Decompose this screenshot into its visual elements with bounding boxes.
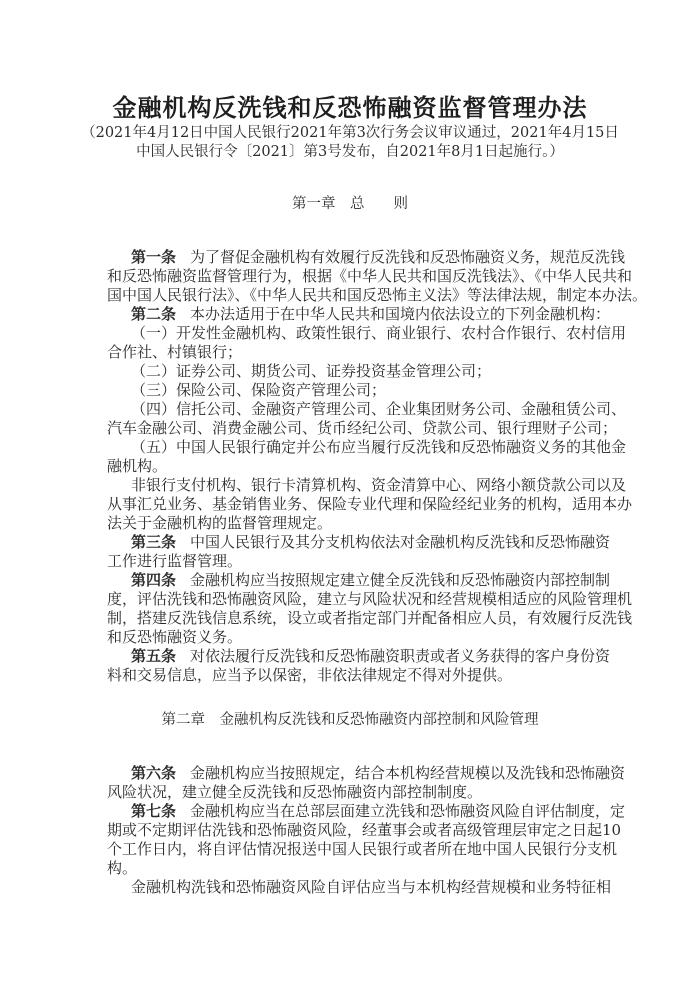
chapter-heading: 第二章 金融机构反洗钱和反恐怖融资内部控制和风险管理 bbox=[161, 712, 539, 728]
article-number: 第一条 bbox=[131, 248, 177, 266]
chapter1-body bbox=[107, 248, 648, 685]
text-line bbox=[107, 362, 594, 381]
line-text: （一）开发性金融机构、政策性银行、商业银行、农村合作银行、农村信用 bbox=[131, 324, 627, 342]
text-line bbox=[107, 267, 633, 286]
text-line bbox=[107, 324, 627, 343]
article-number: 第七条 bbox=[131, 802, 177, 820]
line-text: 合作社、村镇银行； bbox=[107, 343, 243, 361]
text-line bbox=[107, 286, 648, 305]
text-line bbox=[107, 859, 594, 878]
line-text: 国中国人民银行法》、《中华人民共和国反恐怖主义法》等法律法规，制定本办法。 bbox=[107, 286, 648, 304]
text-line bbox=[107, 381, 594, 400]
text-line bbox=[107, 438, 627, 457]
chapter-heading: 第一章 总 则 bbox=[292, 196, 408, 212]
text-line bbox=[107, 764, 626, 783]
line-text: 汽车金融公司、消费金融公司、货币经纪公司、贷款公司、银行理财子公司； bbox=[107, 419, 618, 437]
line-text: （五）中国人民银行确定并公布应当履行反洗钱和反恐怖融资义务的其他金 bbox=[131, 438, 627, 456]
text-line bbox=[107, 305, 611, 324]
document-subtitle: （2021年4月12日中国人民银行2021年第3次行务会议审议通过，2021年4月15日 bbox=[81, 125, 619, 141]
article-number: 第四条 bbox=[131, 571, 177, 589]
text-line bbox=[107, 476, 627, 495]
article-number: 第三条 bbox=[131, 533, 177, 551]
text-line bbox=[107, 533, 611, 552]
line-text: 和反恐怖融资义务。 bbox=[107, 628, 243, 646]
line-text: 金融机构洗钱和恐怖融资风险自评估应当与本机构经营规模和业务特征相 bbox=[131, 878, 612, 896]
text-line bbox=[107, 457, 594, 476]
text-line bbox=[107, 802, 626, 821]
text-line bbox=[107, 666, 594, 685]
text-line bbox=[107, 590, 633, 609]
text-line bbox=[107, 248, 626, 267]
line-text: 个工作日内，将自评估情况报送中国人民银行或者所在地中国人民银行分支机 bbox=[107, 840, 618, 858]
chapter2-body bbox=[107, 764, 626, 897]
text-line bbox=[107, 514, 594, 533]
line-text: 工作进行监督管理。 bbox=[107, 552, 243, 570]
line-text: （二）证券公司、期货公司、证券投资基金管理公司； bbox=[131, 362, 492, 380]
line-text: 法关于金融机构的监督管理规定。 bbox=[107, 514, 333, 532]
line-text: 期或不定期评估洗钱和恐怖融资风险，经董事会或者高级管理层审定之日起10 bbox=[107, 821, 622, 839]
line-text: 非银行支付机构、银行卡清算机构、资金清算中心、网络小额贷款公司以及 bbox=[131, 476, 627, 494]
text-line bbox=[107, 878, 612, 897]
text-line bbox=[107, 495, 633, 514]
line-text: 中国人民银行及其分支机构依法对金融机构反洗钱和反恐怖融资 bbox=[190, 533, 611, 551]
line-text: 从事汇兑业务、基金销售业务、保险专业代理和保险经纪业务的机构，适用本办 bbox=[107, 495, 633, 513]
line-text: 金融机构应当按照规定，结合本机构经营规模以及洗钱和恐怖融资 bbox=[190, 764, 626, 782]
line-text: 为了督促金融机构有效履行反洗钱和反恐怖融资义务，规范反洗钱 bbox=[190, 248, 626, 266]
text-line bbox=[107, 821, 622, 840]
line-text: 构。 bbox=[107, 859, 138, 877]
text-line bbox=[107, 840, 618, 859]
line-text: （四）信托公司、金融资产管理公司、企业集团财务公司、金融租赁公司、 bbox=[131, 400, 627, 418]
article-number: 第五条 bbox=[131, 647, 177, 665]
line-text: 度，评估洗钱和恐怖融资风险，建立与风险状况和经营规模相适应的风险管理机 bbox=[107, 590, 633, 608]
line-text: 融机构。 bbox=[107, 457, 168, 475]
text-line bbox=[107, 552, 594, 571]
line-text: 对依法履行反洗钱和反恐怖融资职责或者义务获得的客户身份资 bbox=[190, 647, 611, 665]
text-line bbox=[107, 628, 594, 647]
line-text: （三）保险公司、保险资产管理公司； bbox=[131, 381, 387, 399]
line-text: 和反恐怖融资监督管理行为，根据《中华人民共和国反洗钱法》、《中华人民共和 bbox=[107, 267, 633, 285]
text-line bbox=[107, 343, 594, 362]
document-subtitle: 中国人民银行令〔2021〕第3号发布，自2021年8月1日起施行。） bbox=[136, 144, 564, 160]
article-number: 第二条 bbox=[131, 305, 177, 323]
text-line bbox=[107, 400, 627, 419]
text-line bbox=[107, 647, 611, 666]
line-text: 制，搭建反洗钱信息系统，设立或者指定部门并配备相应人员，有效履行反洗钱 bbox=[107, 609, 633, 627]
text-line bbox=[107, 571, 611, 590]
text-line bbox=[107, 783, 594, 802]
article-number: 第六条 bbox=[131, 764, 177, 782]
line-text: 料和交易信息，应当予以保密，非依法律规定不得对外提供。 bbox=[107, 666, 513, 684]
line-text: 风险状况，建立健全反洗钱和反恐怖融资内部控制制度。 bbox=[107, 783, 483, 801]
line-text: 金融机构应当按照规定建立健全反洗钱和反恐怖融资内部控制制 bbox=[190, 571, 611, 589]
text-line bbox=[107, 419, 618, 438]
line-text: 本办法适用于在中华人民共和国境内依法设立的下列金融机构： bbox=[190, 305, 611, 323]
document-title: 金融机构反洗钱和反恐怖融资监督管理办法 bbox=[112, 94, 588, 122]
text-line bbox=[107, 609, 633, 628]
line-text: 金融机构应当在总部层面建立洗钱和恐怖融资风险自评估制度，定 bbox=[190, 802, 626, 820]
